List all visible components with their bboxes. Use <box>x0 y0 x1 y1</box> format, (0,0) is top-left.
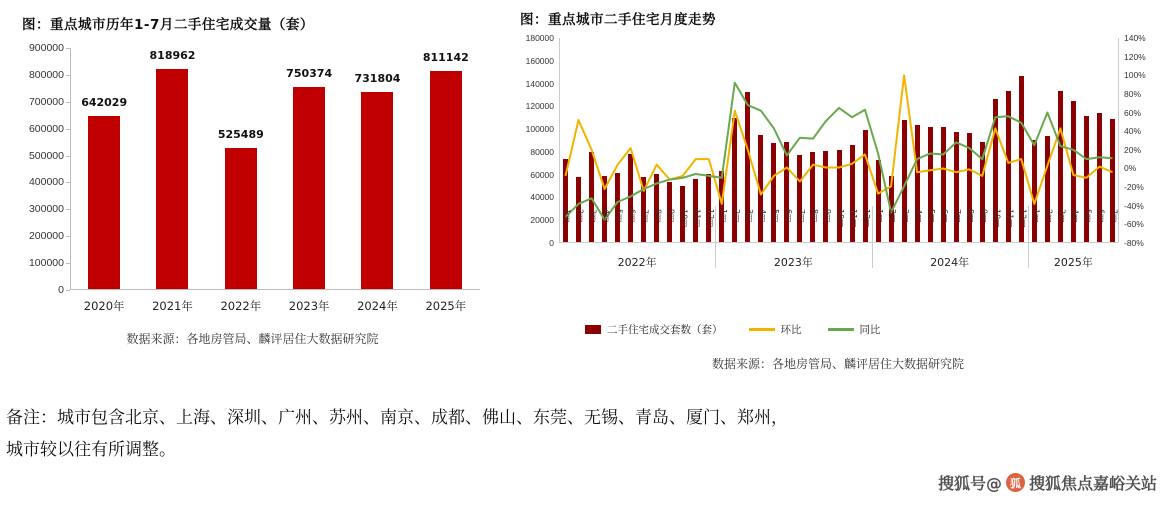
legend-label: 二手住宅成交套数（套） <box>607 324 723 336</box>
right-chart-source: 数据来源：各地房管局、麟评居住大数据研究院 <box>711 357 964 371</box>
footnote-line-2: 城市较以往有所调整。 <box>6 440 176 461</box>
watermark <box>938 471 1157 494</box>
right-month-label: 2月 <box>575 209 585 223</box>
right-month-label: 7月 <box>953 209 963 223</box>
right-month-label: 6月 <box>940 209 950 223</box>
right-month-label: 10月 <box>836 209 845 228</box>
left-bar <box>430 71 462 289</box>
right-month-label: 7月 <box>796 209 806 223</box>
right-month-label: 4月 <box>757 209 767 223</box>
watermark-name: 搜狐焦点嘉峪关站 <box>1028 474 1157 493</box>
right-year-separator <box>715 206 716 268</box>
left-bar-slot <box>78 48 130 289</box>
left-bar <box>361 92 393 289</box>
right-month-label: 2月 <box>888 209 898 223</box>
right-month-label: 3月 <box>901 209 911 223</box>
left-x-axis <box>70 289 480 290</box>
right-month-label: 7月 <box>1109 209 1119 223</box>
left-bar-slot <box>146 48 198 289</box>
right-month-label: 8月 <box>653 209 663 223</box>
right-left-tick: 160000 <box>525 55 554 66</box>
left-bar <box>225 148 257 289</box>
left-category-label: 2023年 <box>288 299 330 313</box>
left-chart-panel <box>0 0 505 390</box>
right-left-tick: 40000 <box>530 192 554 203</box>
left-y-tick: 700000 <box>28 95 64 108</box>
footnote-line-1: 备注：城市包含北京、上海、深圳、广州、苏州、南京、成都、佛山、东莞、无锡、青岛、厦门、郑州， <box>6 408 788 428</box>
right-left-tick: 0 <box>549 238 554 248</box>
right-month-label: 3月 <box>744 209 754 223</box>
right-month-label: 5月 <box>927 209 937 223</box>
right-month-label: 10月 <box>992 209 1002 228</box>
right-left-tick: 100000 <box>525 124 554 135</box>
watermark-prefix: 搜狐号@ <box>937 474 1002 493</box>
left-bar-slot <box>420 48 472 289</box>
left-y-tick: 100000 <box>28 257 64 270</box>
right-chart-title: 图：重点城市二手住宅月度走势 <box>520 12 716 28</box>
right-month-label: 11月 <box>692 209 702 228</box>
left-bar <box>156 69 188 289</box>
right-year-label: 2025年 <box>1053 256 1093 269</box>
right-left-tick: 80000 <box>530 146 554 157</box>
right-right-tick: 140% <box>1124 33 1146 43</box>
right-month-label: 1月 <box>718 209 728 223</box>
left-category-label: 2025年 <box>425 299 467 313</box>
left-chart-source: 数据来源：各地房管局、麟评居住大数据研究院 <box>126 332 379 346</box>
left-bar-value-label: 525489 <box>217 127 264 141</box>
legend-item <box>828 322 881 337</box>
right-month-label: 2月 <box>1044 209 1054 223</box>
footnote <box>6 402 1166 467</box>
right-month-label: 1月 <box>875 209 885 223</box>
right-month-label: 6月 <box>1096 209 1106 223</box>
right-year-label: 2022年 <box>617 256 657 269</box>
right-month-label: 5月 <box>614 209 624 223</box>
sohu-logo-icon: 狐 <box>1006 473 1025 492</box>
right-year-separator <box>1028 206 1029 268</box>
right-right-tick: -20% <box>1124 182 1144 193</box>
right-right-tick: 40% <box>1124 126 1142 137</box>
right-chart-legend <box>585 322 881 337</box>
left-y-tick: 900000 <box>28 42 64 54</box>
right-month-label: 10月 <box>679 209 689 228</box>
left-y-tick: 600000 <box>28 122 64 135</box>
left-chart-plot-area <box>28 42 480 296</box>
right-month-label: 12月 <box>862 209 872 228</box>
right-left-tick: 20000 <box>530 215 554 226</box>
right-month-label: 1月 <box>1031 209 1041 223</box>
left-y-tick: 400000 <box>28 176 64 189</box>
left-bar-slot <box>351 48 403 289</box>
right-month-label: 9月 <box>979 209 989 223</box>
right-month-label: 8月 <box>966 209 976 223</box>
left-bar-value-label: 731804 <box>354 72 401 86</box>
left-bar <box>88 116 120 289</box>
right-right-tick: -60% <box>1124 219 1144 230</box>
right-year-label: 2024年 <box>930 256 970 269</box>
right-right-tick: 120% <box>1124 51 1146 62</box>
right-month-label: 1月 <box>562 209 572 223</box>
left-bar-value-label: 818962 <box>149 48 196 62</box>
right-month-label: 11月 <box>849 209 859 228</box>
legend-swatch-icon <box>828 328 854 331</box>
right-month-label: 3月 <box>1057 209 1067 223</box>
right-right-tick: 80% <box>1124 88 1142 99</box>
left-category-label: 2022年 <box>220 299 262 313</box>
right-right-tick: 60% <box>1124 107 1142 118</box>
left-y-tick: 300000 <box>28 203 64 216</box>
right-month-label: 8月 <box>809 209 819 223</box>
right-month-label: 5月 <box>1083 209 1093 223</box>
right-right-tick: -80% <box>1124 238 1144 248</box>
right-month-label: 9月 <box>822 209 832 223</box>
legend-swatch-icon <box>749 328 775 331</box>
right-month-label: 9月 <box>666 209 676 223</box>
left-y-tick-mark <box>66 290 70 291</box>
right-right-tick: 20% <box>1124 144 1142 155</box>
right-month-label: 4月 <box>914 209 924 223</box>
left-y-tick: 800000 <box>28 68 64 81</box>
right-month-label: 11月 <box>1005 209 1015 228</box>
legend-item <box>585 322 723 337</box>
left-category-label: 2021年 <box>152 299 193 313</box>
left-category-label: 2020年 <box>83 299 125 313</box>
left-bar-group <box>70 48 480 289</box>
right-month-label: 12月 <box>705 209 715 228</box>
right-right-tick: 100% <box>1124 70 1146 81</box>
right-month-label: 2月 <box>731 209 741 223</box>
right-right-tick: -40% <box>1124 200 1144 211</box>
right-month-label: 5月 <box>770 209 780 223</box>
right-month-label: 3月 <box>588 209 598 223</box>
right-left-tick: 140000 <box>525 78 554 89</box>
right-month-label: 12月 <box>1018 209 1028 228</box>
legend-item <box>749 322 802 337</box>
right-month-label: 4月 <box>601 209 611 223</box>
left-y-tick: 0 <box>58 284 64 296</box>
right-month-label: 4月 <box>1070 209 1080 223</box>
legend-label: 同比 <box>859 324 881 336</box>
left-bar-value-label: 642029 <box>81 96 128 110</box>
right-year-label: 2023年 <box>773 256 813 269</box>
left-bar-value-label: 811142 <box>422 50 469 64</box>
legend-swatch-icon <box>585 325 601 334</box>
right-left-tick: 180000 <box>525 33 554 43</box>
left-y-tick: 200000 <box>28 230 64 243</box>
right-chart-panel <box>505 0 1171 400</box>
right-month-label: 6月 <box>783 209 793 223</box>
left-y-tick: 500000 <box>28 149 64 162</box>
right-month-label: 7月 <box>640 209 650 223</box>
left-bar-value-label: 750374 <box>286 67 333 81</box>
left-category-label: 2024年 <box>357 299 398 313</box>
left-bar <box>293 87 325 289</box>
right-left-tick: 60000 <box>530 169 554 180</box>
right-left-tick: 120000 <box>525 101 554 112</box>
left-bar-slot <box>215 48 267 289</box>
right-month-label: 6月 <box>627 209 637 223</box>
left-chart-title: 图：重点城市历年1-7月二手住宅成交量（套） <box>22 17 314 33</box>
right-right-tick: 0% <box>1124 163 1137 174</box>
legend-label: 环比 <box>780 324 802 336</box>
right-year-separator <box>872 206 873 268</box>
